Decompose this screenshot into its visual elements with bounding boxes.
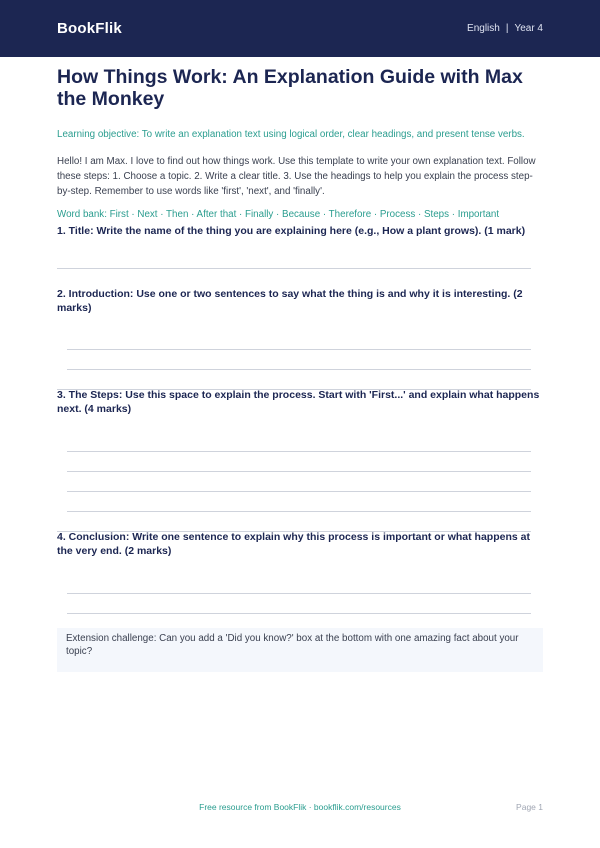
answer-line[interactable] [67,511,531,512]
learning-objective: Learning objective: To write an explanation text using logical order, clear headings, and present tense verbs. [57,129,525,140]
question-2: 2. Introduction: Use one or two sentences to say what the thing is and why it is interesting. (2 marks) [57,288,523,314]
brand-logo[interactable]: BookFlik [57,20,122,37]
answer-line[interactable] [67,491,531,492]
answer-line[interactable] [67,613,531,614]
page-title: How Things Work: An Explanation Guide with Max the Monkey [57,66,523,110]
answer-line[interactable] [67,451,531,452]
header-meta [467,23,543,34]
question-1: 1. Title: Write the name of the thing you are explaining here (e.g., How a plant grows). (1 mark) [57,225,526,237]
answer-line[interactable] [67,471,531,472]
footer-link[interactable]: Free resource from BookFlik · bookflik.com/resources [199,802,401,812]
intro-paragraph: Hello! I am Max. I love to find out how things work. Use this template to write your own explanation text. Follow these steps: 1. Choose a topic. 2. Write a clear title. 3. Use the headings to help you explain the process step-by-step. Remember to use words like 'first', 'next', and 'finally'. [57,156,536,197]
subject-label: English [467,23,500,34]
page-number: Page 1 [516,802,543,812]
worksheet-intro [57,66,543,221]
page-header [0,0,600,57]
answer-line[interactable] [67,349,531,350]
meta-separator: | [505,23,509,34]
extension-challenge: Extension challenge: Can you add a 'Did you know?' box at the bottom with one amazing fact about your topic? [57,628,543,672]
answer-line[interactable] [67,369,531,370]
year-label: Year 4 [514,23,543,34]
answer-line[interactable] [57,268,531,269]
question-4: 4. Conclusion: Write one sentence to explain why this process is important or what happens at the very end. (2 marks) [57,531,530,557]
question-3: 3. The Steps: Use this space to explain the process. Start with 'First...' and explain what happens next. (4 marks) [57,389,540,415]
answer-line[interactable] [67,593,531,594]
word-bank: Word bank: First · Next · Then · After that · Finally · Because · Therefore · Process · Steps · Important [57,209,500,220]
